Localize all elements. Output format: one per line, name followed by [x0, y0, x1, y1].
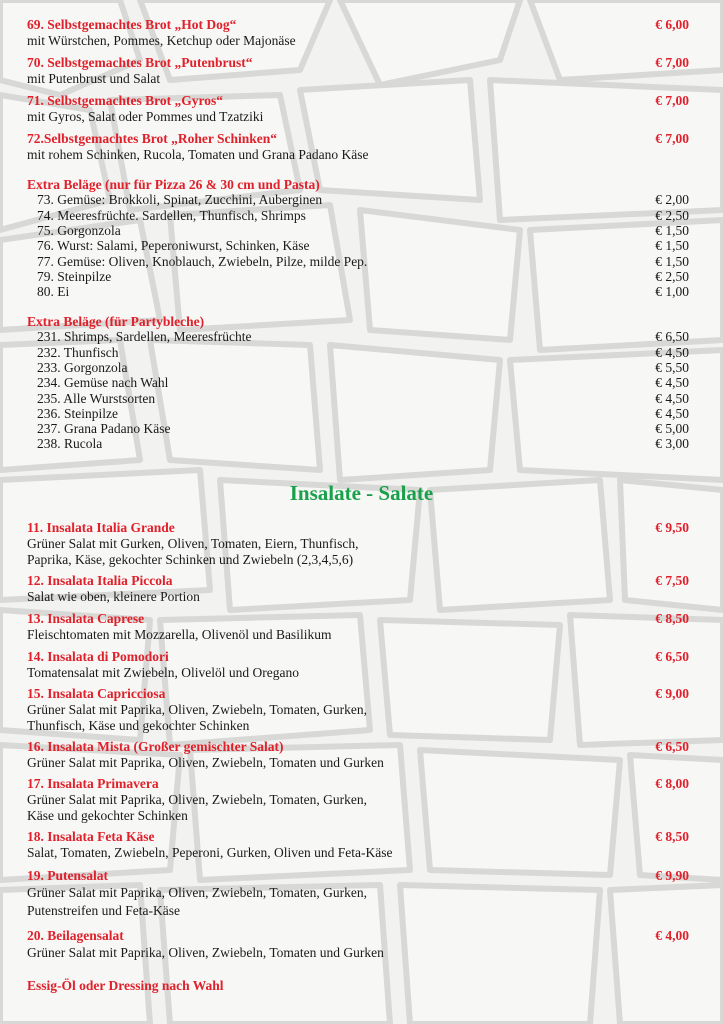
item-title: 19. Putensalat: [27, 868, 108, 883]
topping-price: € 2,50: [655, 207, 689, 223]
topping-label: 76. Wurst: Salami, Peperoniwurst, Schinken, Käse: [37, 238, 310, 254]
topping-label: 234. Gemüse nach Wahl: [37, 375, 169, 391]
item-description: Grüner Salat mit Gurken, Oliven, Tomaten, Eiern, Thunfisch,: [27, 536, 359, 551]
item-description: Tomatensalat mit Zwiebeln, Olivelöl und Oregano: [27, 665, 299, 680]
topping-label: 233. Gorgonzola: [37, 359, 128, 375]
item-title: 15. Insalata Capricciosa: [27, 686, 166, 701]
item-title: 12. Insalata Italia Piccola: [27, 573, 173, 588]
topping-label: 73. Gemüse: Brokkoli, Spinat, Zucchini, Auberginen: [37, 192, 323, 208]
item-description: mit Würstchen, Pommes, Ketchup oder Majonäse: [27, 33, 296, 48]
topping-price: € 4,50: [655, 375, 689, 391]
topping-price: € 4,50: [655, 344, 689, 360]
item-description: Grüner Salat mit Paprika, Oliven, Zwiebeln, Tomaten und Gurken: [27, 755, 384, 770]
item-description: Grüner Salat mit Paprika, Oliven, Zwiebeln, Tomaten, Gurken,: [27, 702, 367, 717]
item-title: 14. Insalata di Pomodori: [27, 649, 169, 664]
item-description: mit rohem Schinken, Rucola, Tomaten und Grana Padano Käse: [27, 147, 369, 162]
topping-price: € 4,50: [655, 390, 689, 406]
item-description: Grüner Salat mit Paprika, Oliven, Zwiebeln, Tomaten, Gurken,: [27, 792, 367, 807]
item-title: 72.Selbstgemachtes Brot „Roher Schinken“: [27, 131, 278, 146]
topping-price: € 1,50: [655, 222, 689, 238]
topping-label: 80. Ei: [37, 284, 70, 300]
item-description: mit Gyros, Salat oder Pommes und Tzatziki: [27, 109, 264, 124]
item-price: € 8,00: [655, 776, 689, 791]
item-price: € 7,50: [655, 573, 689, 588]
item-title: 71. Selbstgemachtes Brot „Gyros“: [27, 93, 223, 108]
item-price: € 7,00: [655, 55, 689, 70]
item-price: € 6,50: [655, 739, 689, 754]
topping-label: 232. Thunfisch: [37, 344, 119, 360]
topping-label: 79. Steinpilze: [37, 268, 112, 284]
item-description: Thunfisch, Käse und gekochter Schinken: [27, 718, 250, 733]
item-title: 69. Selbstgemachtes Brot „Hot Dog“: [27, 17, 237, 32]
topping-price: € 1,50: [655, 253, 689, 269]
item-price: € 9,50: [655, 520, 689, 535]
topping-label: 74. Meeresfrüchte. Sardellen, Thunfisch, Shrimps: [37, 207, 306, 223]
item-price: € 8,50: [655, 611, 689, 626]
item-description: Käse und gekochter Schinken: [27, 808, 188, 823]
item-description: Grüner Salat mit Paprika, Oliven, Zwiebeln, Tomaten und Gurken: [27, 945, 384, 960]
dressing-note: Essig-Öl oder Dressing nach Wahl: [27, 978, 224, 993]
topping-price: € 2,00: [655, 192, 689, 208]
item-price: € 4,00: [655, 928, 689, 943]
topping-price: € 5,00: [655, 421, 689, 437]
topping-price: € 2,50: [655, 268, 689, 284]
item-price: € 7,00: [655, 131, 689, 146]
item-title: 16. Insalata Mista (Großer gemischter Salat): [27, 739, 284, 754]
item-price: € 6,50: [655, 649, 689, 664]
item-title: 11. Insalata Italia Grande: [27, 520, 175, 535]
item-description: Grüner Salat mit Paprika, Oliven, Zwiebeln, Tomaten, Gurken,: [27, 885, 367, 900]
item-title: 18. Insalata Feta Käse: [27, 829, 155, 844]
item-price: € 7,00: [655, 93, 689, 108]
topping-price: € 1,00: [655, 284, 689, 300]
topping-label: 231. Shrimps, Sardellen, Meeresfrüchte: [37, 329, 252, 345]
item-description: Salat, Tomaten, Zwiebeln, Peperoni, Gurken, Oliven und Feta-Käse: [27, 845, 393, 860]
item-description: Putenstreifen und Feta-Käse: [27, 903, 180, 918]
section-heading-salate: Insalate - Salate: [289, 481, 434, 505]
item-price: € 6,00: [655, 17, 689, 32]
item-price: € 9,00: [655, 686, 689, 701]
item-description: Fleischtomaten mit Mozzarella, Olivenöl und Basilikum: [27, 627, 332, 642]
topping-price: € 1,50: [655, 238, 689, 254]
topping-label: 236. Steinpilze: [37, 405, 118, 421]
topping-label: 237. Grana Padano Käse: [37, 421, 171, 437]
item-description: Salat wie oben, kleinere Portion: [27, 589, 200, 604]
item-title: 70. Selbstgemachtes Brot „Putenbrust“: [27, 55, 253, 70]
item-title: 13. Insalata Caprese: [27, 611, 145, 626]
item-description: mit Putenbrust und Salat: [27, 71, 161, 86]
item-price: € 8,50: [655, 829, 689, 844]
section-title: Extra Beläge (nur für Pizza 26 & 30 cm und Pasta): [27, 177, 320, 192]
topping-price: € 5,50: [655, 359, 689, 375]
section-title: Extra Beläge (für Partybleche): [27, 314, 205, 329]
topping-price: € 4,50: [655, 405, 689, 421]
item-title: 20. Beilagensalat: [27, 928, 124, 943]
topping-price: € 3,00: [655, 436, 689, 452]
item-title: 17. Insalata Primavera: [27, 776, 159, 791]
item-description: Paprika, Käse, gekochter Schinken und Zwiebeln (2,3,4,5,6): [27, 552, 354, 567]
topping-label: 75. Gorgonzola: [37, 222, 121, 238]
topping-label: 235. Alle Wurstsorten: [37, 390, 156, 406]
topping-price: € 6,50: [655, 329, 689, 345]
topping-label: 77. Gemüse: Oliven, Knoblauch, Zwiebeln, Pilze, milde Pep.: [37, 253, 368, 269]
topping-label: 238. Rucola: [37, 436, 103, 452]
item-price: € 9,90: [655, 868, 689, 883]
